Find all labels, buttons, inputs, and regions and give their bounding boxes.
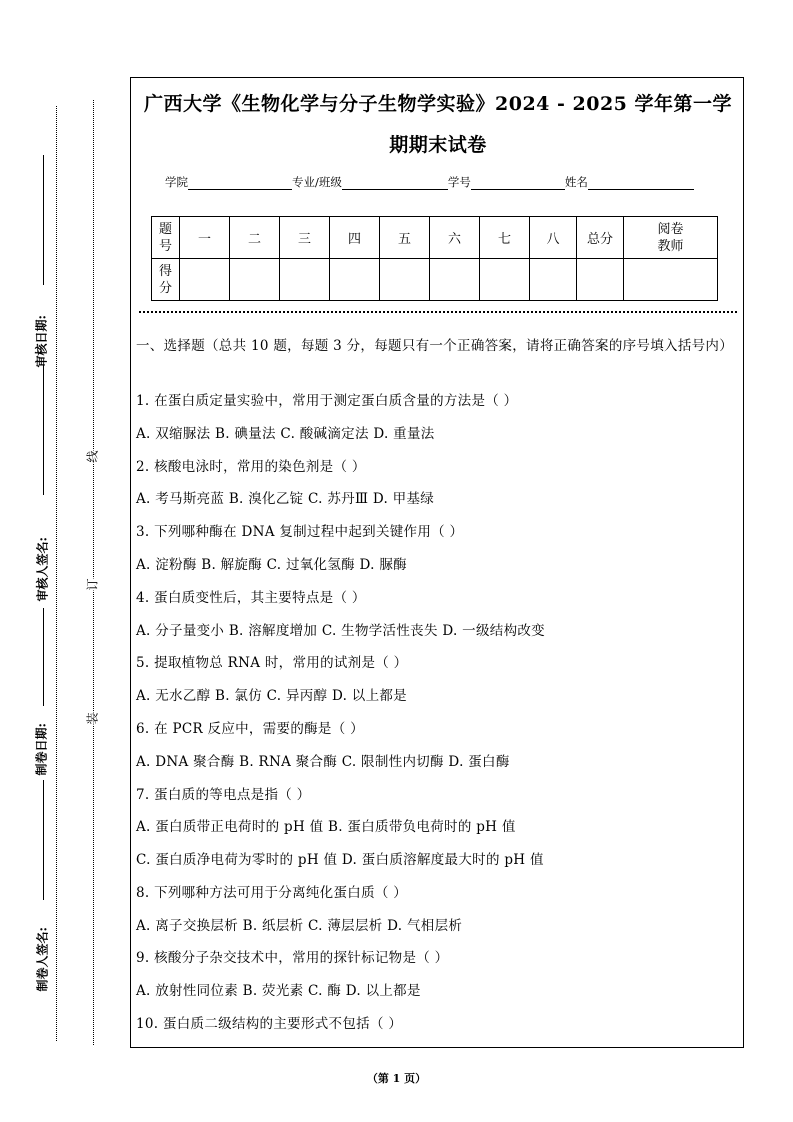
question-9-options: A. 放射性同位素 B. 荧光素 C. 酶 D. 以上都是: [136, 983, 421, 999]
outer-dotted-line: [56, 106, 57, 1041]
score-cell[interactable]: [480, 259, 530, 301]
student-info-row: [165, 174, 694, 190]
score-cell[interactable]: [577, 259, 624, 301]
question-5: 5. 提取植物总 RNA 时，常用的试剂是（ ）: [136, 655, 408, 671]
reviewer-signature-label: 审核人签名:: [35, 537, 50, 602]
name-field[interactable]: [588, 177, 694, 190]
reviewer-signature-line: [43, 365, 44, 495]
col-3: 三: [280, 217, 330, 259]
question-1: 1. 在蛋白质定量实验中，常用于测定蛋白质含量的方法是（ ）: [136, 393, 518, 409]
score-cell[interactable]: [230, 259, 280, 301]
exam-title-line1: 广西大学《生物化学与分子生物学实验》2024 - 2025 学年第一学: [144, 93, 732, 115]
score-cell[interactable]: [530, 259, 577, 301]
page-number: （第 1 页）: [366, 1072, 427, 1085]
reviewer-date-line: [43, 155, 44, 285]
col-8: 八: [530, 217, 577, 259]
exam-title-line2: 期期末试卷: [389, 134, 487, 156]
score-cell[interactable]: [380, 259, 430, 301]
col-grader: 阅卷 教师: [624, 217, 718, 259]
name-label: 姓名: [564, 175, 588, 189]
question-6-options: A. DNA 聚合酶 B. RNA 聚合酶 C. 限制性内切酶 D. 蛋白酶: [136, 754, 510, 770]
score-table-header-row: [152, 217, 718, 259]
score-cell[interactable]: [624, 259, 718, 301]
col-7: 七: [480, 217, 530, 259]
student-id-label: 学号: [447, 175, 471, 189]
question-7-options-ab: A. 蛋白质带正电荷时的 pH 值 B. 蛋白质带负电荷时的 pH 值: [136, 819, 516, 835]
question-number-header: 题 号: [152, 217, 180, 259]
maker-date-line: [43, 608, 44, 706]
question-3-options: A. 淀粉酶 B. 解旋酶 C. 过氧化氢酶 D. 脲酶: [136, 557, 407, 573]
col-4: 四: [330, 217, 380, 259]
question-3: 3. 下列哪种酶在 DNA 复制过程中起到关键作用（ ）: [136, 524, 464, 540]
section1-heading: 一、选择题（总共 10 题，每题 3 分，每题只有一个正确答案，请将正确答案的序号填入括号内）: [136, 338, 734, 354]
score-cell[interactable]: [280, 259, 330, 301]
question-5-options: A. 无水乙醇 B. 氯仿 C. 异丙醇 D. 以上都是: [136, 688, 407, 704]
maker-signature-label: 制卷人签名:: [35, 927, 50, 992]
question-7-options-cd: C. 蛋白质净电荷为零时的 pH 值 D. 蛋白质溶解度最大时的 pH 值: [136, 852, 544, 868]
question-4: 4. 蛋白质变性后，其主要特点是（ ）: [136, 590, 366, 606]
college-label: 学院: [165, 175, 188, 189]
col-2: 二: [230, 217, 280, 259]
col-5: 五: [380, 217, 430, 259]
question-8: 8. 下列哪种方法可用于分离纯化蛋白质（ ）: [136, 885, 408, 901]
college-field[interactable]: [188, 177, 292, 190]
exam-frame: [130, 77, 744, 1048]
score-cell[interactable]: [330, 259, 380, 301]
section-divider: [139, 311, 737, 313]
major-field[interactable]: [342, 177, 448, 190]
question-9: 9. 核酸分子杂交技术中，常用的探针标记物是（ ）: [136, 950, 449, 966]
question-2-options: A. 考马斯亮蓝 B. 溴化乙锭 C. 苏丹Ⅲ D. 甲基绿: [136, 491, 435, 507]
maker-signature-line: [43, 780, 44, 900]
question-4-options: A. 分子量变小 B. 溶解度增加 C. 生物学活性丧失 D. 一级结构改变: [136, 623, 545, 639]
student-id-field[interactable]: [471, 177, 565, 190]
score-table-score-row: [152, 259, 718, 301]
line-mark: 线: [82, 450, 103, 462]
score-cell[interactable]: [180, 259, 230, 301]
score-cell[interactable]: [430, 259, 480, 301]
col-6: 六: [430, 217, 480, 259]
inner-dotted-line: [93, 100, 94, 1045]
question-10: 10. 蛋白质二级结构的主要形式不包括（ ）: [136, 1016, 403, 1032]
question-1-options: A. 双缩脲法 B. 碘量法 C. 酸碱滴定法 D. 重量法: [136, 426, 435, 442]
col-total: 总分: [577, 217, 624, 259]
question-7: 7. 蛋白质的等电点是指（ ）: [136, 787, 311, 803]
seal-mark: 装: [82, 712, 103, 724]
score-header: 得 分: [152, 259, 180, 301]
question-2: 2. 核酸电泳时，常用的染色剂是（ ）: [136, 459, 366, 475]
question-6: 6. 在 PCR 反应中，需要的酶是（ ）: [136, 721, 364, 737]
question-8-options: A. 离子交换层析 B. 纸层析 C. 薄层层析 D. 气相层析: [136, 918, 463, 934]
reviewer-date-label: 审核日期:: [34, 315, 49, 368]
bind-mark: 订: [82, 578, 103, 590]
col-1: 一: [180, 217, 230, 259]
major-label: 专业/班级: [292, 175, 342, 189]
maker-date-label: 制卷日期:: [34, 723, 49, 776]
score-table: [151, 216, 718, 301]
